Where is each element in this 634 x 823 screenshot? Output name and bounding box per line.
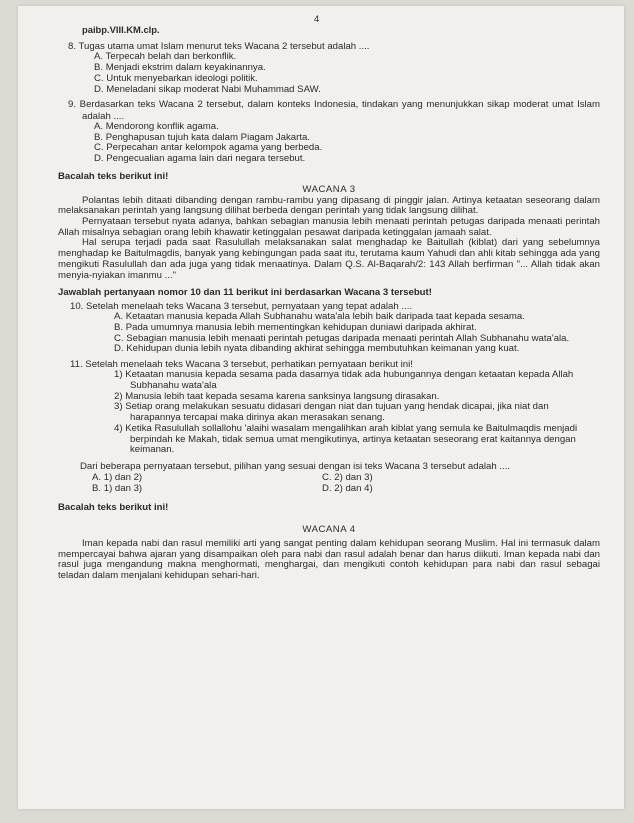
option-d[interactable]: D. Meneladani sikap moderat Nabi Muhammad SAW. [94, 83, 321, 95]
question-text: 8. Tugas utama umat Islam menurut teks Wacana 2 tersebut adalah .... [68, 41, 370, 53]
option-c[interactable]: C. Perpecahan antar kelompok agama yang berbeda. [94, 142, 323, 154]
option-b[interactable]: B. Pada umumnya manusia lebih mementingkan kehidupan duniawi daripada akhirat. [114, 321, 477, 333]
option-a[interactable]: A. Ketaatan manusia kepada Allah Subhanahu wata'ala lebih baik daripada taat kepada sesama. [114, 311, 525, 323]
wacana-paragraph: Iman kepada nabi dan rasul memiliki arti yang sangat penting dalam kehidupan seorang Muslim. Hal ini termasuk dalam mempercayai bahwa ajaran yang disampaikan oleh para nabi dan rasul adalah benar dan harus diikuti. Iman kepada nabi dan rasul juga mengandung makna menghormati, menghargai, dan mengikuti contoh kehidupan para nabi dan rasul sebagai teladan dalam menjalani kehidupan sehari-hari. [58, 537, 600, 582]
option-c[interactable]: C. Untuk menyebarkan ideologi politik. [94, 72, 258, 84]
statement-2: 2) Manusia lebih taat kepada sesama karena sanksinya langsung dirasakan. [114, 390, 440, 402]
option-b[interactable]: B. Menjadi ekstrim dalam keyakinannya. [94, 62, 266, 74]
option-d[interactable]: D. Pengecualian agama lain dari negara tersebut. [94, 153, 306, 165]
answer-instruction: Jawablah pertanyaan nomor 10 dan 11 berikut ini berdasarkan Wacana 3 tersebut! [58, 287, 432, 299]
wacana-paragraph: Pernyataan tersebut nyata adanya, bahkan sebagian manusia lebih menaati perintah petugas daripada menaati perintah Allah misalnya sebagian orang lebih khawatir ketinggalan pesawat daripada ketinggalan jamaah salat. [58, 216, 600, 238]
question-prompt: Dari beberapa pernyataan tersebut, pilihan yang sesuai dengan isi teks Wacana 3 tersebut adalah .... [80, 461, 511, 473]
option-a[interactable]: A. Mendorong konflik agama. [94, 120, 219, 132]
document-header: paibp.VIII.KM.clp. [82, 24, 160, 35]
option-c[interactable]: C. Sebagian manusia lebih menaati perintah petugas daripada menaati perintah Allah Subhanahu wata'ala. [114, 332, 570, 344]
wacana-paragraph: Hal serupa terjadi pada saat Rasulullah melaksanakan salat menghadap ke Baitullah (kiblat) dari yang sebelumnya menghadap ke Baitulmagdis, banyak yang kebingungan pada saat itu, terutama kaum Yahudi dan ahli kitab sehingga ada yang mengikuti Rasulullah dan ada juga yang tidak menaatinya. Dalam Q.S. Al-Baqarah/2: 143 Allah berfirman "... Allah tidak akan menyia-nyiakan imanmu ..." [58, 237, 600, 281]
read-instruction: Bacalah teks berikut ini! [58, 502, 169, 514]
question-9 [58, 99, 600, 165]
option-b[interactable]: B. 1) dan 3) [92, 482, 143, 494]
question-text: 9. Berdasarkan teks Wacana 2 tersebut, dalam konteks Indonesia, tindakan yang menunjukkan sikap moderat umat Islam adalah .... [68, 99, 600, 122]
statement-3: 3) Setiap orang melakukan sesuatu didasari dengan niat dan tujuan yang hendak dicapai, jika niat dan harapannya tercapai maka dirinya akan merasakan senang. [114, 401, 549, 424]
option-d[interactable]: D. 2) dan 4) [322, 482, 373, 494]
read-instruction: Bacalah teks berikut ini! [58, 170, 169, 182]
wacana-title: WACANA 3 [302, 184, 356, 196]
statement-1: 1) Ketaatan manusia kepada sesama pada dasarnya tidak ada hubungannya dengan ketaatan kepada Allah Subhanahu wata'ala [114, 369, 574, 392]
wacana-title: WACANA 4 [302, 523, 356, 535]
options [68, 122, 600, 165]
question-11 [58, 359, 600, 494]
question-8 [58, 41, 600, 95]
wacana-3 [58, 184, 600, 281]
question-10 [58, 301, 600, 355]
question-text: 10. Setelah menelaah teks Wacana 3 tersebut, pernyataan yang tepat adalah .... [70, 300, 413, 312]
statements [70, 370, 600, 456]
options [70, 312, 600, 355]
option-d[interactable]: D. Kehidupan dunia lebih nyata dibanding akhirat sehingga membutuhkan keimanan yang kuat. [114, 343, 520, 355]
statement-4: 4) Ketika Rasulullah sollallohu 'alaihi wasalam mengalihkan arah kiblat yang semula ke Baitulmaqdis menjadi berpindah ke Makah, tidak semua umat mengikutinya, artinya ketaatan seseorang erat kaitannya dengan keimanan. [114, 422, 578, 456]
option-c[interactable]: C. 2) dan 3) [322, 471, 373, 483]
wacana-paragraph: Polantas lebih ditaati dibanding dengan rambu-rambu yang dipasang di pinggir jalan. Artinya ketaatan seseorang dalam melaksanakan perintah yang langsung dilihat berbeda dengan perintah yang tidak langsung dilihat. [58, 194, 600, 217]
option-b[interactable]: B. Penghapusan tujuh kata dalam Piagam Jakarta. [94, 131, 310, 143]
exam-page [18, 6, 624, 809]
options [68, 52, 600, 95]
wacana-4 [58, 524, 600, 582]
options [70, 473, 600, 494]
option-a[interactable]: A. Terpecah belah dan berkonflik. [94, 51, 237, 63]
question-text: 11. Setelah menelaah teks Wacana 3 tersebut, perhatikan pernyataan berikut ini! [70, 358, 413, 370]
option-a[interactable]: A. 1) dan 2) [92, 471, 143, 483]
page-number: 4 [314, 14, 320, 25]
